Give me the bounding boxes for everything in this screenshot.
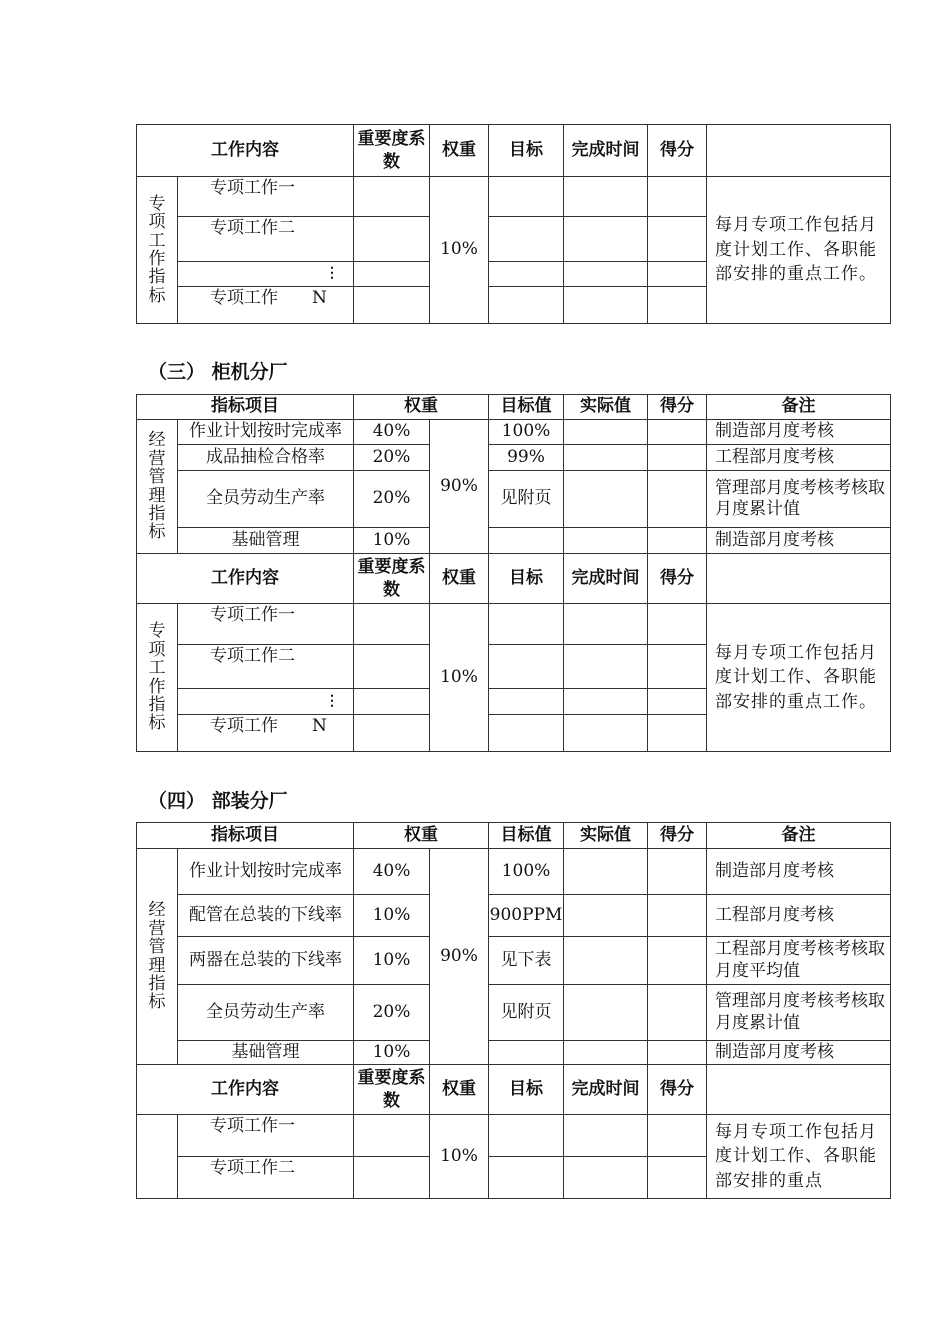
col-weight: 权重	[430, 1065, 489, 1115]
col-score: 得分	[648, 554, 707, 604]
col-target: 目标	[489, 1065, 564, 1115]
col-weight: 权重	[430, 554, 489, 604]
cell	[564, 262, 648, 287]
kpi-weight: 40%	[354, 420, 430, 445]
col-kpi-item: 指标项目	[137, 395, 354, 420]
cell	[564, 895, 648, 937]
cell	[354, 645, 430, 689]
cell	[489, 217, 564, 262]
cell	[354, 715, 430, 752]
cell	[648, 1041, 707, 1065]
kpi-target: 99%	[489, 445, 564, 471]
cell	[564, 445, 648, 471]
col-importance: 重要度系数	[354, 125, 430, 177]
cell	[564, 645, 648, 689]
kpi-remark: 工程部月度考核	[707, 445, 891, 471]
kpi-item: 全员劳动生产率	[178, 471, 354, 528]
section3-table	[136, 394, 890, 752]
special-weight: 10%	[430, 1115, 489, 1199]
cell	[648, 177, 707, 217]
mgmt-label-text: 经营管理指标	[148, 900, 166, 1013]
col-kpi-weight: 权重	[354, 395, 489, 420]
col-blank	[707, 554, 891, 604]
cell	[648, 1115, 707, 1157]
col-actual-value: 实际值	[564, 823, 648, 849]
cell	[354, 1157, 430, 1199]
kpi-target	[489, 1041, 564, 1065]
cell	[648, 604, 707, 645]
cell	[489, 1157, 564, 1199]
cell	[354, 287, 430, 324]
kpi-target: 900PPM	[489, 895, 564, 937]
special-label-text: 专项工作指标	[148, 621, 166, 734]
cell	[489, 715, 564, 752]
kpi-target: 100%	[489, 849, 564, 895]
col-finish-time: 完成时间	[564, 1065, 648, 1115]
kpi-remark: 管理部月度考核考核取月度累计值	[707, 985, 891, 1041]
kpi-weight: 10%	[354, 528, 430, 554]
kpi-weight: 20%	[354, 445, 430, 471]
kpi-item: 两器在总装的下线率	[178, 937, 354, 985]
section3-title: （三） 柜机分厂	[148, 361, 288, 383]
cell	[489, 689, 564, 715]
special-row-2: 专项工作二	[178, 645, 354, 689]
kpi-target	[489, 528, 564, 554]
special-row-1: 专项工作一	[178, 1115, 354, 1157]
cell	[648, 1157, 707, 1199]
cell	[648, 895, 707, 937]
kpi-weight: 10%	[354, 895, 430, 937]
cell	[354, 217, 430, 262]
mgmt-label	[137, 420, 178, 554]
mgmt-weight: 90%	[430, 849, 489, 1065]
kpi-remark: 管理部月度考核考核取月度累计值	[707, 471, 891, 528]
col-actual-value: 实际值	[564, 395, 648, 420]
special-label	[137, 604, 178, 752]
cell	[564, 1041, 648, 1065]
col-target-value: 目标值	[489, 823, 564, 849]
cell	[564, 937, 648, 985]
col-work-content: 工作内容	[137, 1065, 354, 1115]
cell	[564, 471, 648, 528]
cell	[648, 420, 707, 445]
special-row-1: 专项工作一	[178, 604, 354, 645]
cell	[648, 287, 707, 324]
kpi-remark: 制造部月度考核	[707, 849, 891, 895]
special-label-empty	[137, 1115, 178, 1199]
col-finish-time: 完成时间	[564, 554, 648, 604]
kpi-target: 见附页	[489, 985, 564, 1041]
special-row-n: 专项工作 N	[178, 715, 354, 752]
special-weight: 10%	[430, 604, 489, 752]
cell	[564, 689, 648, 715]
kpi-remark: 工程部月度考核	[707, 895, 891, 937]
kpi-item: 作业计划按时完成率	[178, 849, 354, 895]
special-row-2: 专项工作二	[178, 217, 354, 262]
col-kpi-item: 指标项目	[137, 823, 354, 849]
special-row-n: 专项工作 N	[178, 287, 354, 324]
kpi-weight: 40%	[354, 849, 430, 895]
col-target-value: 目标值	[489, 395, 564, 420]
kpi-item: 全员劳动生产率	[178, 985, 354, 1041]
cell	[489, 287, 564, 324]
cell	[648, 528, 707, 554]
cell	[354, 604, 430, 645]
kpi-item: 作业计划按时完成率	[178, 420, 354, 445]
cell	[354, 1115, 430, 1157]
cell	[564, 849, 648, 895]
cell	[489, 1115, 564, 1157]
col-score: 得分	[648, 1065, 707, 1115]
kpi-weight: 20%	[354, 471, 430, 528]
col-kpi-score: 得分	[648, 395, 707, 420]
cell	[648, 445, 707, 471]
special-row-dots: ⋮	[178, 689, 354, 715]
cell	[648, 985, 707, 1041]
special-row-2: 专项工作二	[178, 1157, 354, 1199]
cell	[564, 528, 648, 554]
work-table-top	[136, 124, 890, 324]
cell	[489, 645, 564, 689]
col-kpi-weight: 权重	[354, 823, 489, 849]
special-note: 每月专项工作包括月度计划工作、各职能部安排的重点工作。	[707, 604, 891, 752]
col-blank	[707, 125, 891, 177]
mgmt-label	[137, 849, 178, 1065]
col-work-content: 工作内容	[137, 125, 354, 177]
kpi-weight: 20%	[354, 985, 430, 1041]
kpi-remark: 制造部月度考核	[707, 528, 891, 554]
cell	[564, 420, 648, 445]
section4-title: （四） 部装分厂	[148, 790, 288, 812]
col-importance: 重要度系数	[354, 554, 430, 604]
cell	[489, 262, 564, 287]
kpi-target: 见附页	[489, 471, 564, 528]
kpi-remark: 工程部月度考核考核取月度平均值	[707, 937, 891, 985]
kpi-item: 基础管理	[178, 528, 354, 554]
cell	[648, 471, 707, 528]
col-kpi-score: 得分	[648, 823, 707, 849]
special-note: 每月专项工作包括月度计划工作、各职能部安排的重点	[707, 1115, 891, 1199]
col-blank	[707, 1065, 891, 1115]
cell	[564, 985, 648, 1041]
col-remark: 备注	[707, 395, 891, 420]
special-label	[137, 177, 178, 324]
col-score: 得分	[648, 125, 707, 177]
section4-table	[136, 822, 890, 1199]
kpi-weight: 10%	[354, 1041, 430, 1065]
cell	[648, 849, 707, 895]
cell	[489, 604, 564, 645]
col-importance: 重要度系数	[354, 1065, 430, 1115]
mgmt-weight: 90%	[430, 420, 489, 554]
special-label-text: 专项工作指标	[148, 193, 166, 306]
cell	[354, 689, 430, 715]
kpi-weight: 10%	[354, 937, 430, 985]
special-note: 每月专项工作包括月度计划工作、各职能部安排的重点工作。	[707, 177, 891, 324]
cell	[564, 1157, 648, 1199]
cell	[354, 177, 430, 217]
col-remark: 备注	[707, 823, 891, 849]
special-row-1: 专项工作一	[178, 177, 354, 217]
cell	[564, 604, 648, 645]
kpi-target: 见下表	[489, 937, 564, 985]
kpi-remark: 制造部月度考核	[707, 1041, 891, 1065]
cell	[564, 287, 648, 324]
cell	[564, 177, 648, 217]
cell	[564, 715, 648, 752]
col-work-content: 工作内容	[137, 554, 354, 604]
cell	[648, 689, 707, 715]
special-row-dots: ⋮	[178, 262, 354, 287]
kpi-target: 100%	[489, 420, 564, 445]
col-target: 目标	[489, 125, 564, 177]
special-weight: 10%	[430, 177, 489, 324]
cell	[489, 177, 564, 217]
kpi-item: 配管在总装的下线率	[178, 895, 354, 937]
cell	[648, 937, 707, 985]
cell	[648, 715, 707, 752]
kpi-item: 基础管理	[178, 1041, 354, 1065]
kpi-remark: 制造部月度考核	[707, 420, 891, 445]
cell	[564, 1115, 648, 1157]
cell	[648, 217, 707, 262]
cell	[354, 262, 430, 287]
kpi-item: 成品抽检合格率	[178, 445, 354, 471]
col-target: 目标	[489, 554, 564, 604]
col-finish-time: 完成时间	[564, 125, 648, 177]
cell	[648, 645, 707, 689]
mgmt-label-text: 经营管理指标	[148, 430, 166, 543]
col-weight: 权重	[430, 125, 489, 177]
cell	[648, 262, 707, 287]
cell	[564, 217, 648, 262]
